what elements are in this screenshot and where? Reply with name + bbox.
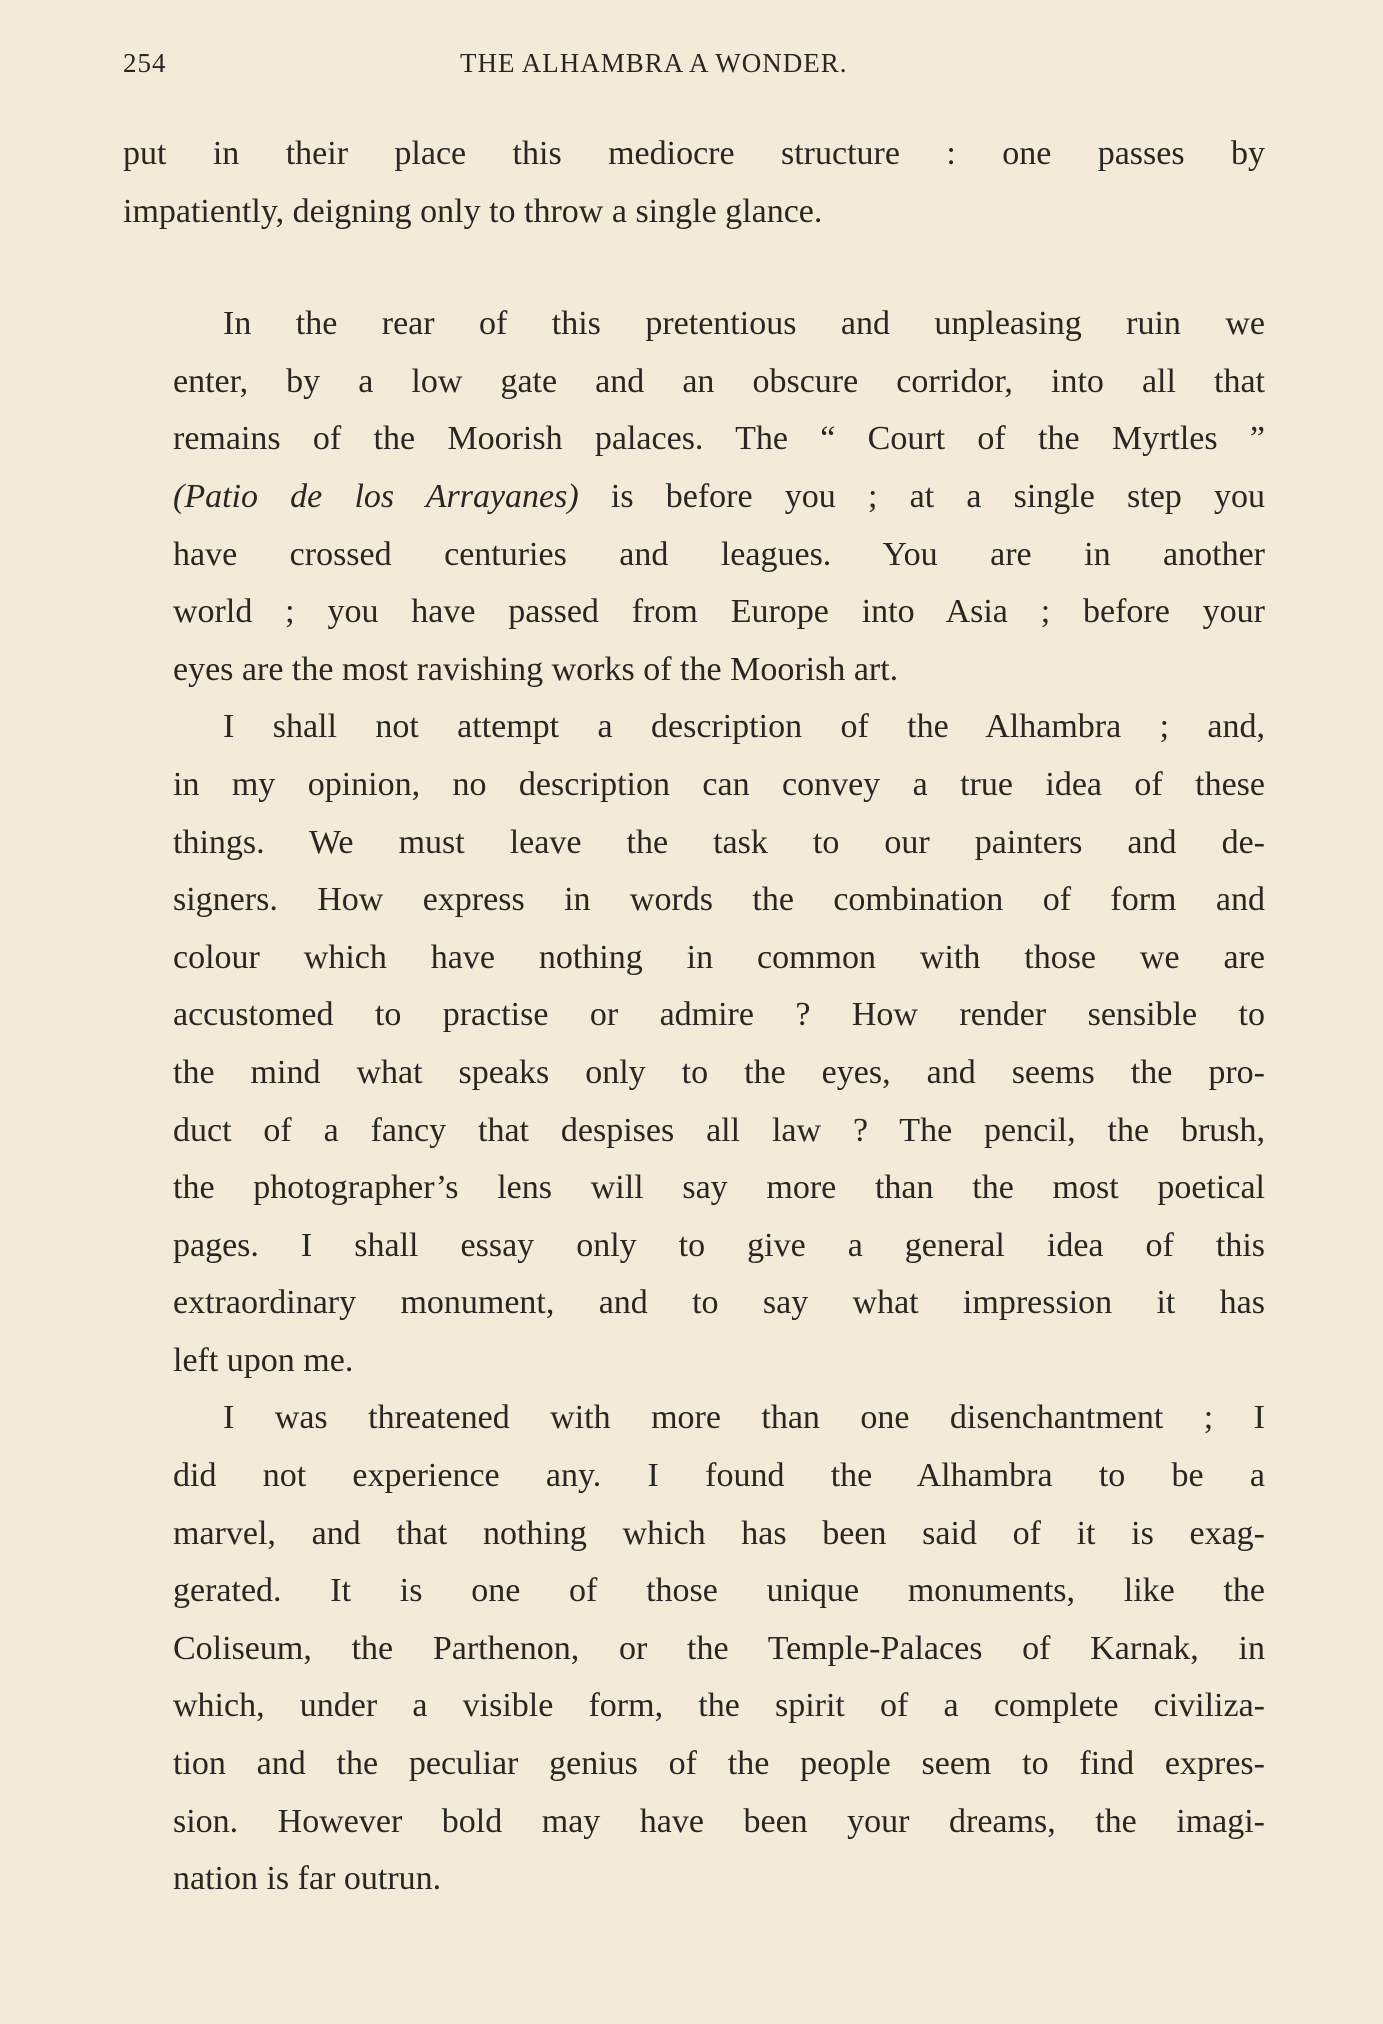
text-line: the mind what speaks only to the eyes, and seems the pro-: [173, 1053, 1265, 1091]
text-line: duct of a fancy that despises all law ? The pencil, the brush,: [173, 1111, 1265, 1149]
running-title: THE ALHAMBRA A WONDER.: [460, 48, 848, 78]
text-line: in my opinion, no description can convey a true idea of these: [173, 765, 1265, 803]
text-line: In the rear of this pretentious and unpleasing ruin we: [223, 305, 1265, 343]
text-line: nation is far outrun.: [173, 1860, 442, 1898]
text-line: enter, by a low gate and an obscure corridor, into all that: [173, 362, 1265, 400]
page-number: 254: [123, 48, 167, 78]
text-line: colour which have nothing in common with those we are: [173, 938, 1265, 976]
body-text: [123, 125, 1265, 1908]
paragraph-2: [123, 295, 1265, 698]
text-line: pages. I shall essay only to give a general idea of this: [173, 1226, 1265, 1264]
text-line: left upon me.: [173, 1341, 354, 1379]
text-line: things. We must leave the task to our painters and de-: [173, 823, 1265, 861]
paragraph-1: [123, 125, 1265, 240]
text-line: remains of the Moorish palaces. The “ Court of the Myrtles ”: [173, 420, 1265, 458]
text-line: extraordinary monument, and to say what impression it has: [173, 1284, 1265, 1322]
text-line: marvel, and that nothing which has been said of it is exag-: [173, 1514, 1265, 1552]
text-line: signers. How express in words the combination of form and: [173, 881, 1265, 919]
text-line: put in their place this mediocre structure : one passes by: [123, 135, 1265, 172]
text-line: impatiently, deigning only to throw a single glance.: [123, 192, 823, 230]
text-fragment: is before you ; at a single step you: [610, 477, 1266, 515]
text-line: which, under a visible form, the spirit of a complete civiliza-: [173, 1687, 1265, 1725]
paragraph-3: [123, 698, 1265, 1389]
text-line: accustomed to practise or admire ? How render sensible to: [173, 996, 1265, 1034]
text-line: sion. However bold may have been your dreams, the imagi-: [173, 1802, 1265, 1840]
text-line: Coliseum, the Parthenon, or the Temple-Palaces of Karnak, in: [173, 1629, 1265, 1667]
text-line: the photographer’s lens will say more than the most poetical: [173, 1169, 1265, 1207]
running-head: [123, 38, 1263, 88]
italic-phrase: (Patio de los Arrayanes): [173, 477, 579, 515]
text-line: gerated. It is one of those unique monuments, like the: [173, 1572, 1265, 1610]
text-line: tion and the peculiar genius of the people seem to find expres-: [173, 1745, 1265, 1783]
text-line: have crossed centuries and leagues. You are in another: [173, 535, 1265, 573]
text-line: did not experience any. I found the Alhambra to be a: [173, 1457, 1265, 1495]
paragraph-4: [123, 1389, 1265, 1907]
text-line: world ; you have passed from Europe into Asia ; before your: [173, 593, 1265, 631]
text-line: eyes are the most ravishing works of the Moorish art.: [173, 650, 899, 688]
text-line: I shall not attempt a description of the Alhambra ; and,: [223, 708, 1265, 746]
text-line-mixed: [123, 468, 1265, 526]
text-line: I was threatened with more than one disenchantment ; I: [223, 1399, 1265, 1437]
